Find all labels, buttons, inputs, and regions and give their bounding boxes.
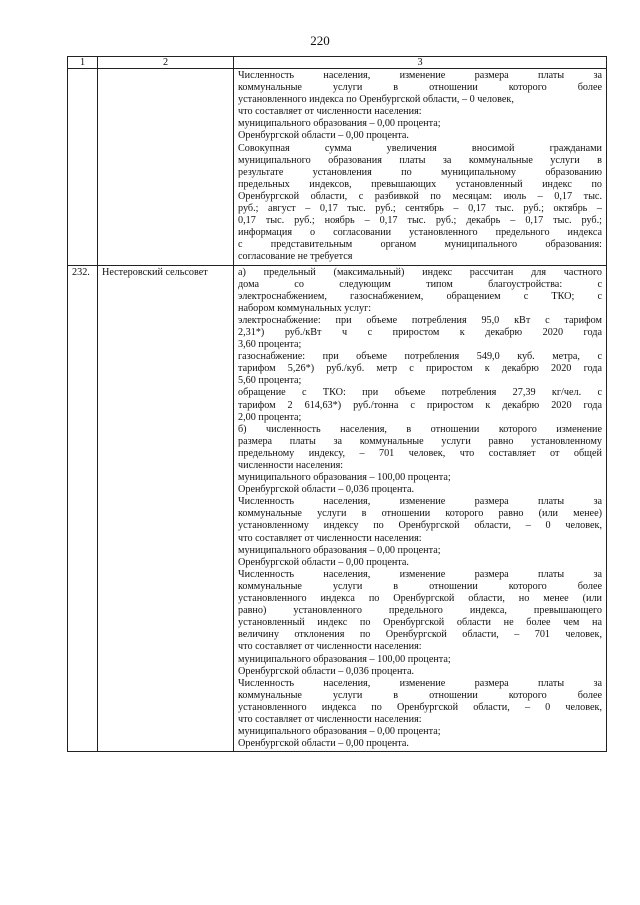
text-line: с представительным органом муниципального образования: [238, 239, 602, 251]
text-line: коммунальные услуги в отношении которого более [238, 689, 602, 701]
text-line: газоснабжение: при объеме потребления 549,0 куб. метра, с [238, 351, 602, 363]
text-line: величину отклонения по Оренбургской области, – 701 человек, [238, 629, 602, 641]
text-line: Численность населения, изменение размера платы за [238, 677, 602, 689]
column-header: 3 [234, 57, 607, 69]
text-line: Оренбургской области – 0,036 процента. [238, 665, 415, 677]
page-number: 220 [310, 33, 330, 48]
description-cell [234, 265, 607, 752]
text-line: численности населения: [238, 460, 344, 471]
text-line: что составляет от численности населения: [238, 713, 422, 725]
text-line: тарифом 5,26*) руб./куб. метр с приростом к декабрю 2020 года [238, 363, 602, 375]
text-line: 2,00 процента; [238, 411, 302, 423]
text-line: муниципального образования – 100,00 процента; [238, 653, 451, 665]
text-line: предельных индексов, превышающих установленный индекс по [238, 178, 602, 190]
text-line: тарифом 2 614,63*) руб./тонна с приростом к декабрю 2020 года [238, 399, 602, 411]
table-header-row [68, 57, 607, 69]
text-line: Численность населения, изменение размера платы за [238, 496, 602, 508]
text-line: что составляет от численности населения: [238, 641, 422, 653]
document-table [67, 56, 607, 752]
text-line: результате установления по муниципальному образованию [238, 166, 602, 178]
text-line: предельному индексу, – 701 человек, что составляет от общей [238, 447, 602, 459]
text-line: 0,17 тыс. руб.; ноябрь – 0,17 тыс. руб.; декабрь – 0,17 тыс. руб.; [238, 215, 602, 227]
text-line: муниципального образования – 100,00 процента; [238, 472, 451, 484]
text-line: муниципального образования – 0,00 процента; [238, 118, 441, 130]
table-row [68, 265, 607, 752]
text-line: коммунальные услуги в отношении которого более [238, 82, 602, 94]
text-line: размера платы за коммунальные услуги равно установленному [238, 435, 602, 447]
text-line: руб.; август – 0,17 тыс. руб.; сентябрь – 0,17 тыс. руб.; октябрь – [238, 203, 602, 215]
text-line: установленному индексу по Оренбургской области, – 0 человек, [238, 520, 602, 532]
text-line: муниципального образования – 0,00 процента; [238, 544, 441, 556]
description-cell [234, 69, 607, 266]
text-line: что составляет от численности населения: [238, 106, 422, 118]
text-line: б) численность населения, в отношении которого изменение [238, 423, 602, 435]
table-row [68, 69, 607, 266]
text-line: электроснабжение: при объеме потребления 95,0 кВт с тарифом [238, 314, 602, 326]
text-line: установленного индекса по Оренбургской области, но менее (или [238, 593, 602, 605]
text-line: Совокупная сумма увеличения вносимой гражданами [238, 142, 602, 154]
text-line: коммунальные услуги в отношении которого равно (или менее) [238, 508, 602, 520]
municipality-name-cell [98, 69, 234, 266]
text-line: коммунальные услуги в отношении которого более [238, 580, 602, 592]
text-line: а) предельный (максимальный) индекс рассчитан для частного [238, 266, 602, 278]
text-line: Оренбургской области – 0,00 процента. [238, 130, 409, 142]
text-line: информация о согласовании установленного предельного индекса [238, 227, 602, 239]
row-number-cell [68, 69, 98, 266]
text-line: 5,60 процента; [238, 375, 302, 387]
text-line: равно) установленного предельного индекса, превышающего [238, 605, 602, 617]
text-line: муниципального образования – 0,00 процента; [238, 726, 441, 738]
text-line: установленного индекса по Оренбургской области, – 0 человек, [238, 701, 602, 713]
text-line: Оренбургской области – 0,00 процента. [238, 738, 409, 750]
text-line: обращение с ТКО: при объеме потребления 27,39 кг/чел. с [238, 387, 602, 399]
text-line: установленного индекса по Оренбургской области, – 0 человек, [238, 94, 514, 106]
text-line: Оренбургской области – 0,00 процента. [238, 556, 409, 568]
text-line: Оренбургской области, с разбивкой по месяцам: июль – 0,17 тыс. [238, 190, 602, 202]
text-line: Численность населения, изменение размера платы за [238, 568, 602, 580]
text-line: муниципального образования платы за коммунальные услуги в [238, 154, 602, 166]
text-line: установленный индекс по Оренбургской области не более чем на [238, 617, 602, 629]
text-line: электроснабжением, газоснабжением, обращением с ТКО; с [238, 290, 602, 302]
text-line: что составляет от численности населения: [238, 532, 422, 544]
text-line: согласование не требуется [238, 251, 353, 263]
row-number-cell: 232. [68, 265, 98, 752]
text-line: Оренбургской области – 0,036 процента. [238, 484, 415, 496]
text-line: Численность населения, изменение размера платы за [238, 70, 602, 81]
text-line: 2,31*) руб./кВт ч с приростом к декабрю 2020 года [238, 326, 602, 338]
text-line: набором коммунальных услуг: [238, 302, 372, 314]
column-header: 2 [98, 57, 234, 69]
column-header: 1 [68, 57, 98, 69]
municipality-name-cell: Нестеровский сельсовет [98, 265, 234, 752]
text-line: дома со следующим типом благоустройства: с [238, 278, 602, 290]
text-line: 3,60 процента; [238, 339, 302, 351]
